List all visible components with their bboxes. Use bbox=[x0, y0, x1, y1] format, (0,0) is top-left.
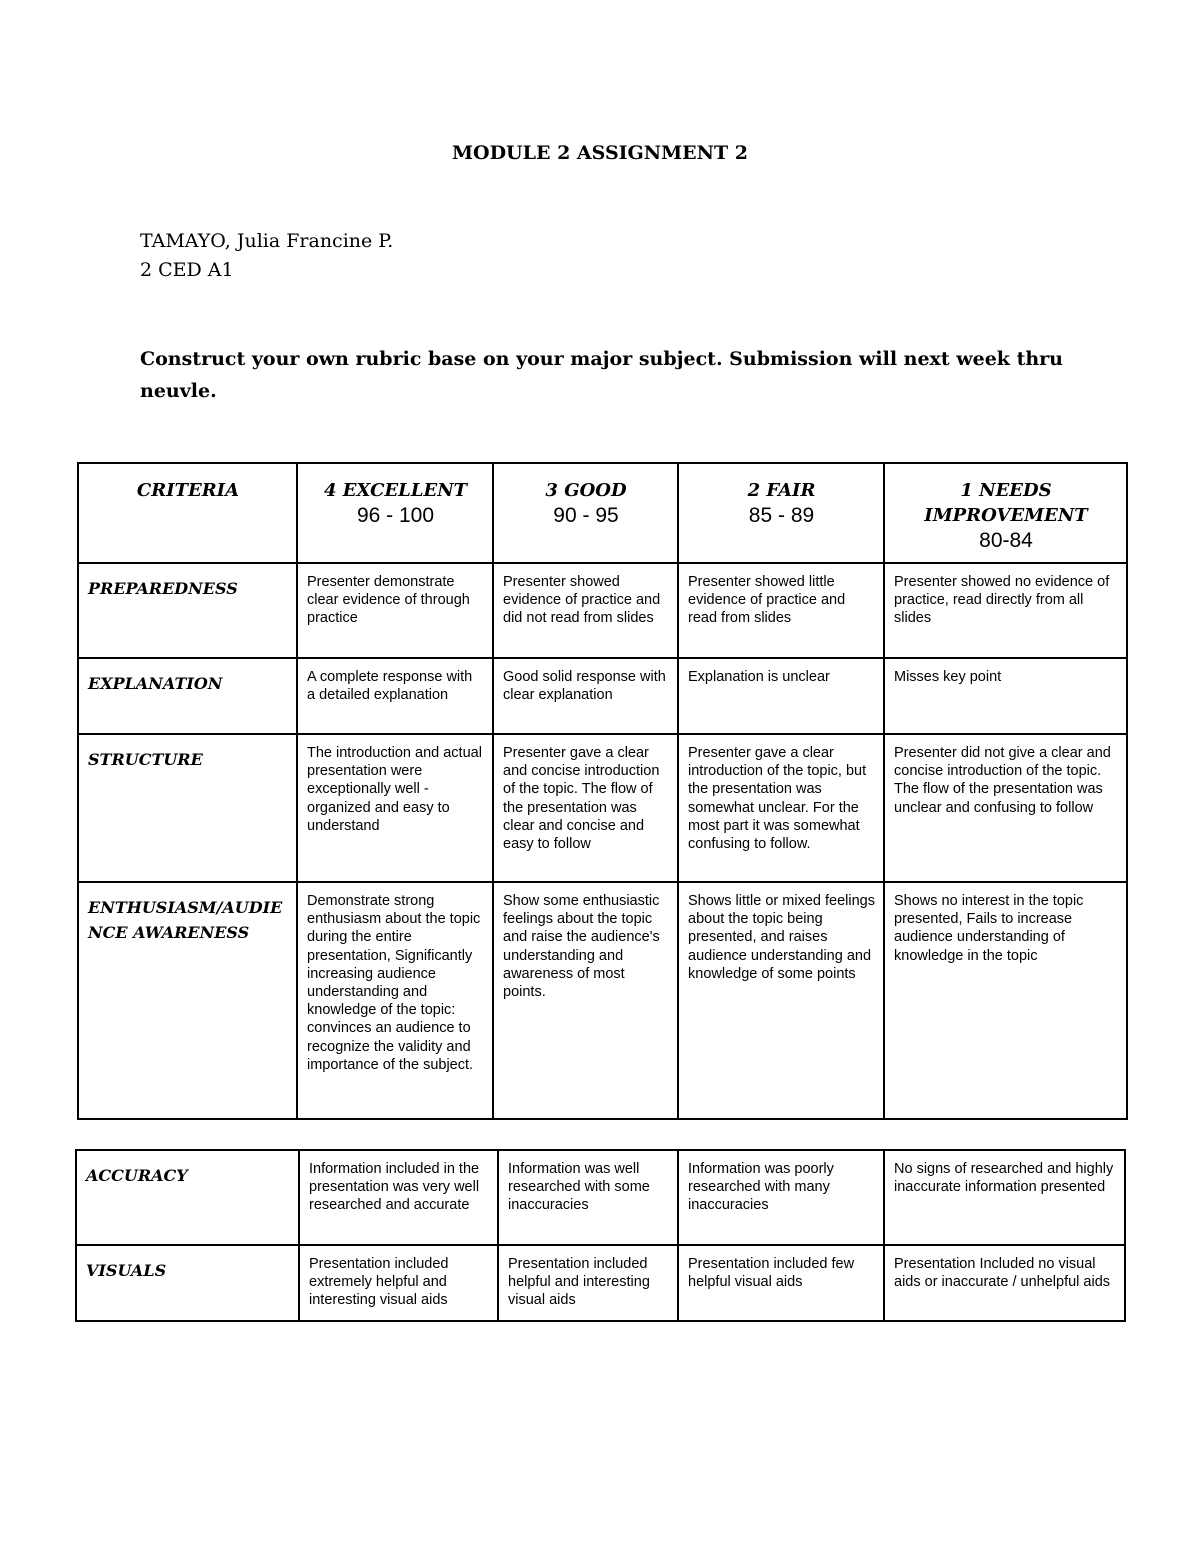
criterion-label: ACCURACY bbox=[76, 1150, 299, 1245]
student-section: 2 CED A1 bbox=[140, 259, 234, 281]
page-title: MODULE 2 ASSIGNMENT 2 bbox=[451, 142, 749, 164]
header-label: 3 GOOD bbox=[545, 480, 627, 501]
student-name: TAMAYO, Julia Francine P. bbox=[140, 230, 394, 252]
header-range: 90 - 95 bbox=[553, 504, 619, 527]
rubric-cell: Presenter showed no evidence of practice, read directly from all slides bbox=[884, 563, 1127, 658]
rubric-cell: Presenter demonstrate clear evidence of through practice bbox=[297, 563, 493, 658]
header-good bbox=[493, 463, 678, 563]
rubric-cell: Presentation Included no visual aids or inaccurate / unhelpful aids bbox=[884, 1245, 1125, 1321]
rubric-cell: Presenter did not give a clear and concise introduction of the topic. The flow of the presentation was unclear and confusing to follow bbox=[884, 734, 1127, 882]
criterion-label: EXPLANATION bbox=[78, 658, 297, 734]
rubric-cell: Good solid response with clear explanation bbox=[493, 658, 678, 734]
rubric-cell: No signs of researched and highly inaccurate information presented bbox=[884, 1150, 1125, 1245]
criterion-label: STRUCTURE bbox=[78, 734, 297, 882]
rubric-table-continued bbox=[75, 1149, 1126, 1322]
table-row bbox=[78, 563, 1127, 658]
rubric-cell: Presenter showed little evidence of practice and read from slides bbox=[678, 563, 884, 658]
header-range: 85 - 89 bbox=[748, 504, 815, 527]
rubric-cell: Presentation included few helpful visual aids bbox=[678, 1245, 884, 1321]
criterion-label: PREPAREDNESS bbox=[78, 563, 297, 658]
rubric-cell: The introduction and actual presentation were exceptionally well - organized and easy to understand bbox=[297, 734, 493, 882]
rubric-cell: Shows no interest in the topic presented, Fails to increase audience understanding of knowledge in the topic bbox=[884, 882, 1127, 1119]
header-range: 80-84 bbox=[979, 529, 1033, 552]
header-range: 96 - 100 bbox=[356, 504, 435, 527]
rubric-cell: A complete response with a detailed explanation bbox=[297, 658, 493, 734]
rubric-cell: Show some enthusiastic feelings about the topic and raise the audience's understanding and awareness of most points. bbox=[493, 882, 678, 1119]
table-row bbox=[78, 882, 1127, 1119]
rubric-cell: Explanation is unclear bbox=[678, 658, 884, 734]
rubric-cell: Presenter gave a clear introduction of the topic, but the presentation was somewhat unclear. For the most part it was somewhat confusing to follow. bbox=[678, 734, 884, 882]
rubric-cell: Demonstrate strong enthusiasm about the topic during the entire presentation, Significantly increasing audience understanding and knowledge of the topic: convinces an audience to recognize the validity and importance of the subject. bbox=[297, 882, 493, 1119]
criterion-label: ENTHUSIASM/AUDIENCE AWARENESS bbox=[78, 882, 297, 1119]
rubric-table bbox=[77, 462, 1128, 1120]
criterion-label: VISUALS bbox=[76, 1245, 299, 1321]
rubric-cell: Presenter showed evidence of practice and did not read from slides bbox=[493, 563, 678, 658]
rubric-cell: Shows little or mixed feelings about the topic being presented, and raises audience understanding and knowledge of some points bbox=[678, 882, 884, 1119]
rubric-cell: Presenter gave a clear and concise introduction of the topic. The flow of the presentation was clear and concise and easy to follow bbox=[493, 734, 678, 882]
rubric-cell: Information included in the presentation was very well researched and accurate bbox=[299, 1150, 498, 1245]
header-label: 1 NEEDS IMPROVEMENT bbox=[924, 480, 1088, 526]
table-row bbox=[76, 1150, 1125, 1245]
instructions: Construct your own rubric base on your major subject. Submission will next week thru neuvle. bbox=[140, 348, 1063, 402]
rubric-cell: Information was poorly researched with many inaccuracies bbox=[678, 1150, 884, 1245]
rubric-header-row bbox=[78, 463, 1127, 563]
header-needs-improvement bbox=[884, 463, 1127, 563]
table-row bbox=[78, 734, 1127, 882]
rubric-cell: Presentation included extremely helpful and interesting visual aids bbox=[299, 1245, 498, 1321]
header-criteria bbox=[78, 463, 297, 563]
table-row bbox=[78, 658, 1127, 734]
rubric-cell: Misses key point bbox=[884, 658, 1127, 734]
rubric-cell: Information was well researched with some inaccuracies bbox=[498, 1150, 678, 1245]
header-excellent bbox=[297, 463, 493, 563]
header-fair bbox=[678, 463, 884, 563]
rubric-cell: Presentation included helpful and interesting visual aids bbox=[498, 1245, 678, 1321]
header-label: 4 EXCELLENT bbox=[323, 480, 468, 501]
table-row bbox=[76, 1245, 1125, 1321]
header-label: 2 FAIR bbox=[747, 480, 816, 501]
header-label: CRITERIA bbox=[136, 480, 240, 501]
